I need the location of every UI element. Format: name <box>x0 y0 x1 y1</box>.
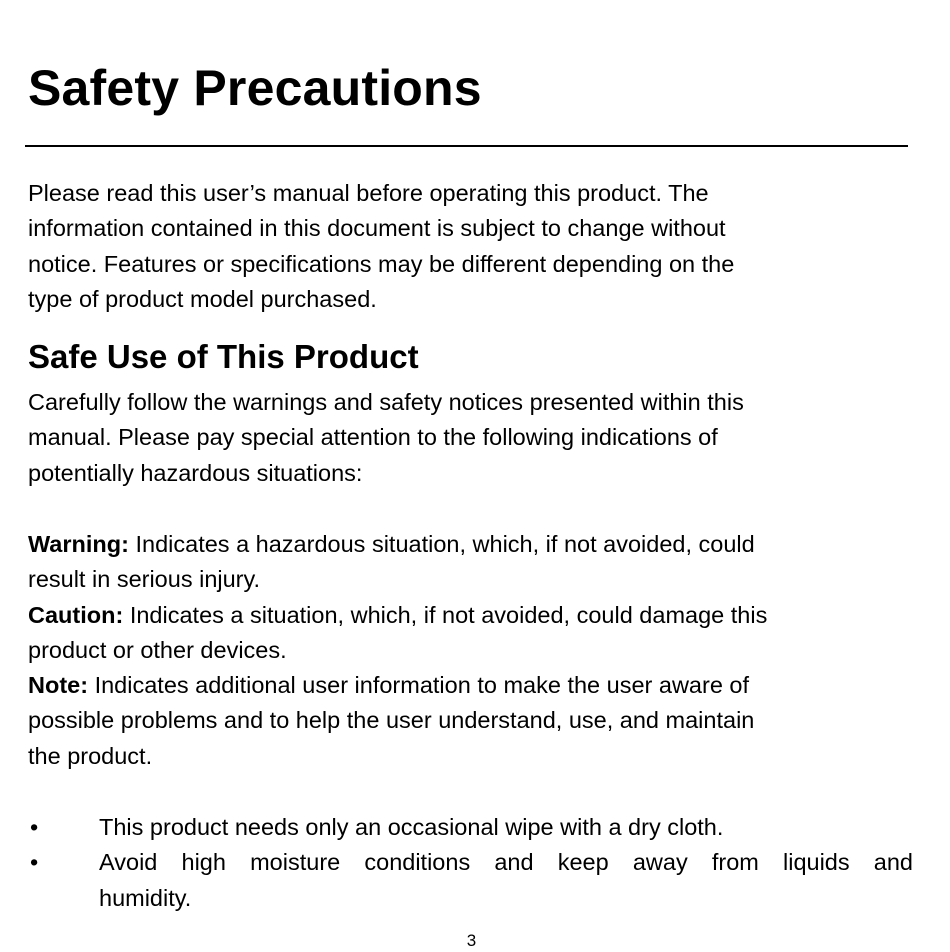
note-text-cont: possible problems and to help the user understand, use, and maintain <box>28 707 755 734</box>
caution-term: Caution: <box>28 601 124 628</box>
note-text: Indicates additional user information to make the user aware of <box>88 672 750 699</box>
bullet-icon: • <box>30 814 39 840</box>
safe-use-line: Carefully follow the warnings and safety notices presented within this <box>28 389 744 415</box>
warning-text-cont: result in serious injury. <box>28 566 261 593</box>
warning-text: Indicates a hazardous situation, which, if not avoided, could <box>128 531 755 557</box>
intro-paragraph <box>28 176 908 317</box>
bullet-text: Avoid high moisture conditions and keep away from liquids and <box>99 849 913 876</box>
intro-line: type of product model purchased. <box>28 285 377 312</box>
note-term: Note: <box>28 672 89 699</box>
caution-definition <box>28 602 767 663</box>
warning-definition <box>28 531 755 592</box>
warning-term: Warning: <box>28 531 129 557</box>
bullet-item-moisture <box>28 845 913 916</box>
safe-use-paragraph <box>28 385 908 491</box>
page-title: Safety Precautions <box>28 60 482 116</box>
bullet-item-dry-cloth <box>28 810 913 845</box>
title-divider <box>25 145 908 147</box>
bullet-text: This product needs only an occasional wipe with a dry cloth. <box>99 814 724 840</box>
intro-line: notice. Features or specifications may be different depending on the <box>28 250 735 277</box>
safe-use-line: manual. Please pay special attention to the following indications of <box>28 424 718 451</box>
intro-line: information contained in this document is subject to change without <box>28 215 726 242</box>
bullet-text-cont: humidity. <box>99 884 192 911</box>
section-heading-safe-use: Safe Use of This Product <box>28 338 419 375</box>
note-text-end: the product. <box>28 742 153 769</box>
caution-text: Indicates a situation, which, if not avoided, could damage this <box>123 601 768 628</box>
care-bullet-list <box>28 810 913 916</box>
indications-list <box>28 527 908 774</box>
caution-text-cont: product or other devices. <box>28 636 287 663</box>
intro-line: Please read this user’s manual before operating this product. The <box>28 180 709 206</box>
page-number: 3 <box>466 931 477 950</box>
bullet-icon: • <box>30 849 39 876</box>
note-definition <box>28 672 754 769</box>
safe-use-line: potentially hazardous situations: <box>28 459 363 486</box>
